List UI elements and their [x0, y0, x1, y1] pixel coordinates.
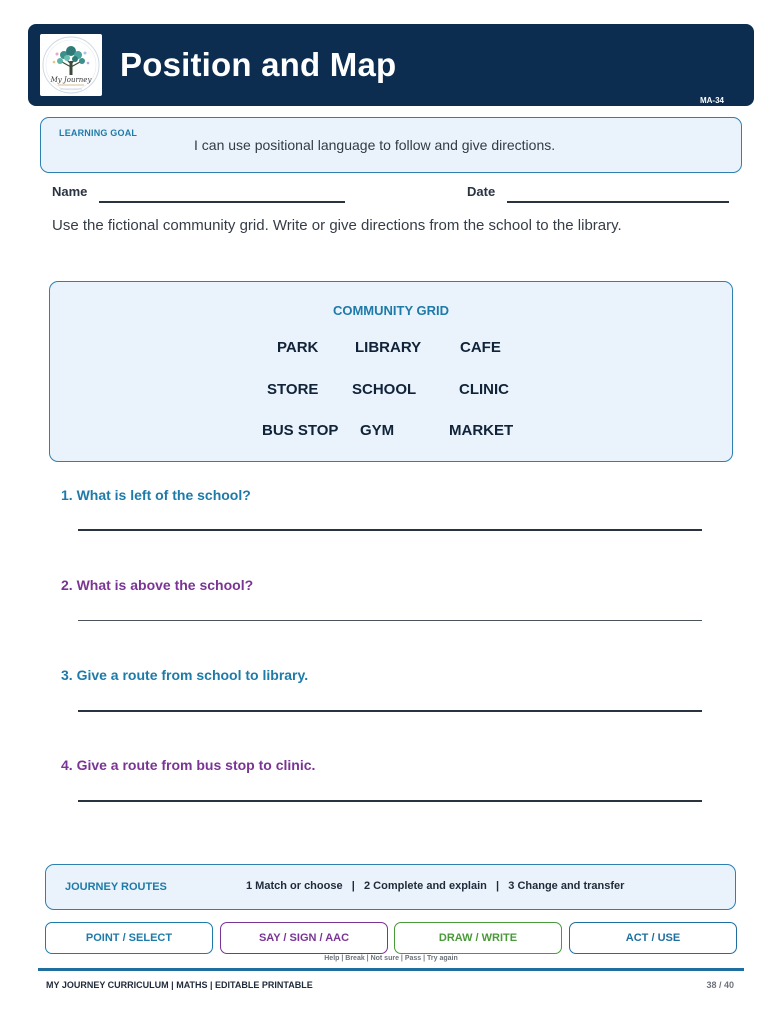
page-title: Position and Map: [120, 46, 397, 83]
act-use-button[interactable]: ACT / USE: [569, 922, 737, 954]
answer-line-2[interactable]: [78, 620, 702, 621]
answer-line-1[interactable]: [78, 529, 702, 531]
grid-cell: STORE: [267, 381, 319, 398]
journey-routes-box: [45, 864, 736, 910]
grid-cell: CAFE: [460, 339, 501, 356]
grid-cell: GYM: [360, 422, 395, 439]
grid-cell: BUS STOP: [262, 422, 339, 439]
svg-text:My Journey: My Journey: [50, 76, 92, 84]
grid-cell: SCHOOL: [352, 381, 417, 398]
community-grid-title: COMMUNITY GRID: [332, 303, 450, 318]
question-3: 3. Give a route from school to library.: [61, 667, 309, 683]
question-1: 1. What is left of the school?: [61, 487, 251, 503]
grid-cell: MARKET: [449, 422, 514, 439]
grid-cell: LIBRARY: [355, 339, 422, 356]
answer-line-4[interactable]: [78, 800, 702, 802]
header-banner: [28, 24, 754, 106]
name-field[interactable]: [99, 201, 345, 203]
date-label: Date: [467, 184, 496, 199]
page-number: 38 / 40: [706, 980, 734, 990]
date-field[interactable]: [507, 201, 729, 203]
journey-routes-label: JOURNEY ROUTES: [65, 881, 167, 893]
help-options: Help | Break | Not sure | Pass | Try again: [324, 955, 458, 962]
footer-divider: [38, 968, 744, 971]
grid-cell: PARK: [277, 339, 319, 356]
tree-logo-icon: [40, 34, 102, 96]
worksheet-code: MA-34: [699, 96, 724, 105]
learning-goal-box: [40, 117, 742, 173]
journey-routes-text: 1 Match or choose | 2 Complete and explain | 3 Change and transfer: [246, 880, 625, 892]
footer-title: MY JOURNEY CURRICULUM | MATHS | EDITABLE PRINTABLE: [46, 980, 313, 990]
say-sign-aac-button[interactable]: SAY / SIGN / AAC: [220, 922, 388, 954]
answer-line-3[interactable]: [78, 710, 702, 712]
grid-cell: CLINIC: [459, 381, 509, 398]
learning-goal-text: I can use positional language to follow and give directions.: [194, 137, 556, 153]
question-4: 4. Give a route from bus stop to clinic.: [61, 757, 316, 773]
draw-write-button[interactable]: DRAW / WRITE: [394, 922, 562, 954]
point-select-button[interactable]: POINT / SELECT: [45, 922, 213, 954]
name-label: Name: [52, 184, 88, 199]
instruction-text: Use the fictional community grid. Write or give directions from the school to the library.: [52, 217, 622, 234]
learning-goal-label: LEARNING GOAL: [59, 128, 138, 138]
question-2: 2. What is above the school?: [61, 577, 254, 593]
